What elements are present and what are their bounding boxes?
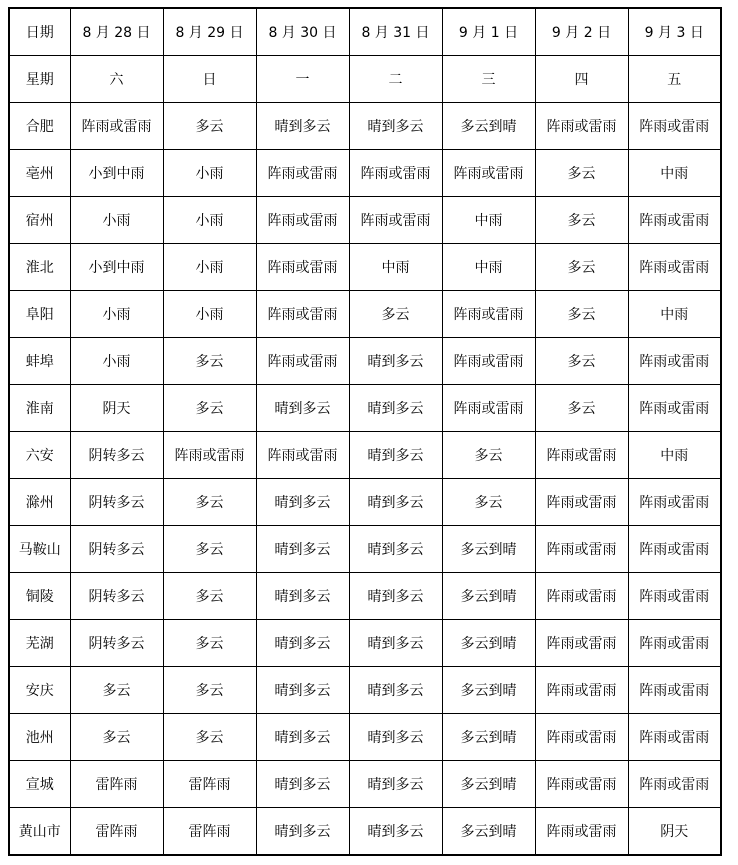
forecast-cell: 阵雨或雷雨 xyxy=(256,197,349,244)
forecast-cell: 阵雨或雷雨 xyxy=(442,150,535,197)
forecast-cell: 阵雨或雷雨 xyxy=(256,338,349,385)
forecast-cell: 多云到晴 xyxy=(442,573,535,620)
table-row xyxy=(9,197,721,244)
forecast-cell: 小雨 xyxy=(163,150,256,197)
forecast-cell: 晴到多云 xyxy=(349,432,442,479)
forecast-cell: 雷阵雨 xyxy=(70,808,163,856)
forecast-cell: 小雨 xyxy=(70,338,163,385)
forecast-cell: 阵雨或雷雨 xyxy=(628,620,721,667)
weekday-cell: 三 xyxy=(442,56,535,103)
forecast-cell: 晴到多云 xyxy=(256,479,349,526)
weekday-row xyxy=(9,56,721,103)
forecast-cell: 多云 xyxy=(535,338,628,385)
forecast-cell: 阵雨或雷雨 xyxy=(628,526,721,573)
forecast-cell: 晴到多云 xyxy=(349,620,442,667)
forecast-cell: 阵雨或雷雨 xyxy=(70,103,163,150)
forecast-cell: 阵雨或雷雨 xyxy=(349,150,442,197)
forecast-cell: 雷阵雨 xyxy=(163,808,256,856)
forecast-cell: 阵雨或雷雨 xyxy=(535,808,628,856)
forecast-cell: 晴到多云 xyxy=(256,103,349,150)
forecast-cell: 阵雨或雷雨 xyxy=(442,385,535,432)
table-row xyxy=(9,291,721,338)
forecast-cell: 小到中雨 xyxy=(70,244,163,291)
forecast-cell: 多云 xyxy=(163,385,256,432)
forecast-cell: 阵雨或雷雨 xyxy=(535,620,628,667)
forecast-cell: 小雨 xyxy=(70,291,163,338)
forecast-cell: 晴到多云 xyxy=(349,761,442,808)
forecast-cell: 多云到晴 xyxy=(442,714,535,761)
forecast-cell: 晴到多云 xyxy=(349,479,442,526)
forecast-cell: 晴到多云 xyxy=(349,573,442,620)
forecast-cell: 多云 xyxy=(163,667,256,714)
forecast-cell: 小雨 xyxy=(163,197,256,244)
forecast-cell: 晴到多云 xyxy=(256,385,349,432)
forecast-cell: 多云到晴 xyxy=(442,620,535,667)
city-name: 芜湖 xyxy=(9,620,70,667)
forecast-cell: 阵雨或雷雨 xyxy=(535,432,628,479)
forecast-cell: 晴到多云 xyxy=(349,526,442,573)
forecast-cell: 阵雨或雷雨 xyxy=(628,338,721,385)
forecast-cell: 阵雨或雷雨 xyxy=(535,526,628,573)
forecast-cell: 阵雨或雷雨 xyxy=(535,714,628,761)
table-row xyxy=(9,526,721,573)
forecast-cell: 阵雨或雷雨 xyxy=(628,197,721,244)
date-cell: 9 月 2 日 xyxy=(535,8,628,56)
forecast-cell: 阵雨或雷雨 xyxy=(442,291,535,338)
city-name: 阜阳 xyxy=(9,291,70,338)
city-name: 宿州 xyxy=(9,197,70,244)
forecast-cell: 阵雨或雷雨 xyxy=(163,432,256,479)
forecast-cell: 小到中雨 xyxy=(70,150,163,197)
forecast-cell: 多云到晴 xyxy=(442,667,535,714)
date-cell: 8 月 30 日 xyxy=(256,8,349,56)
date-header-label: 日期 xyxy=(9,8,70,56)
weekday-cell: 六 xyxy=(70,56,163,103)
forecast-cell: 阵雨或雷雨 xyxy=(256,244,349,291)
forecast-cell: 多云 xyxy=(535,150,628,197)
forecast-cell: 晴到多云 xyxy=(349,385,442,432)
table-row xyxy=(9,150,721,197)
weekday-cell: 五 xyxy=(628,56,721,103)
weather-forecast-table xyxy=(8,7,722,856)
city-name: 淮北 xyxy=(9,244,70,291)
forecast-cell: 中雨 xyxy=(442,244,535,291)
city-name: 蚌埠 xyxy=(9,338,70,385)
date-header-row xyxy=(9,8,721,56)
weekday-label: 星期 xyxy=(9,56,70,103)
forecast-cell: 多云到晴 xyxy=(442,808,535,856)
weekday-cell: 日 xyxy=(163,56,256,103)
forecast-cell: 阵雨或雷雨 xyxy=(628,573,721,620)
city-name: 池州 xyxy=(9,714,70,761)
forecast-cell: 多云 xyxy=(70,667,163,714)
forecast-cell: 多云到晴 xyxy=(442,761,535,808)
forecast-cell: 晴到多云 xyxy=(256,573,349,620)
forecast-cell: 中雨 xyxy=(442,197,535,244)
forecast-cell: 阵雨或雷雨 xyxy=(256,291,349,338)
weekday-cell: 四 xyxy=(535,56,628,103)
date-cell: 8 月 28 日 xyxy=(70,8,163,56)
city-name: 亳州 xyxy=(9,150,70,197)
forecast-cell: 多云 xyxy=(442,479,535,526)
forecast-cell: 阵雨或雷雨 xyxy=(256,150,349,197)
table-row xyxy=(9,714,721,761)
forecast-cell: 多云 xyxy=(163,338,256,385)
forecast-cell: 阵雨或雷雨 xyxy=(349,197,442,244)
forecast-cell: 阵雨或雷雨 xyxy=(535,103,628,150)
forecast-cell: 阵雨或雷雨 xyxy=(535,479,628,526)
forecast-cell: 晴到多云 xyxy=(256,526,349,573)
forecast-cell: 阵雨或雷雨 xyxy=(628,667,721,714)
forecast-cell: 阴天 xyxy=(628,808,721,856)
forecast-cell: 多云 xyxy=(535,244,628,291)
forecast-cell: 阴天 xyxy=(70,385,163,432)
forecast-cell: 多云 xyxy=(163,103,256,150)
forecast-cell: 中雨 xyxy=(349,244,442,291)
forecast-cell: 晴到多云 xyxy=(256,667,349,714)
table-row xyxy=(9,573,721,620)
forecast-cell: 阵雨或雷雨 xyxy=(628,385,721,432)
forecast-cell: 多云到晴 xyxy=(442,526,535,573)
table-row xyxy=(9,338,721,385)
forecast-cell: 多云 xyxy=(163,573,256,620)
city-name: 黄山市 xyxy=(9,808,70,856)
date-cell: 9 月 1 日 xyxy=(442,8,535,56)
forecast-cell: 阴转多云 xyxy=(70,479,163,526)
date-cell: 9 月 3 日 xyxy=(628,8,721,56)
forecast-cell: 阵雨或雷雨 xyxy=(442,338,535,385)
city-name: 马鞍山 xyxy=(9,526,70,573)
forecast-cell: 晴到多云 xyxy=(256,714,349,761)
city-name: 六安 xyxy=(9,432,70,479)
forecast-cell: 阵雨或雷雨 xyxy=(535,573,628,620)
table-row xyxy=(9,620,721,667)
forecast-cell: 阴转多云 xyxy=(70,620,163,667)
city-name: 安庆 xyxy=(9,667,70,714)
forecast-cell: 多云 xyxy=(163,479,256,526)
weekday-cell: 一 xyxy=(256,56,349,103)
city-name: 淮南 xyxy=(9,385,70,432)
forecast-cell: 多云 xyxy=(163,714,256,761)
forecast-cell: 晴到多云 xyxy=(349,714,442,761)
city-name: 滁州 xyxy=(9,479,70,526)
table-row xyxy=(9,244,721,291)
city-name: 宣城 xyxy=(9,761,70,808)
forecast-cell: 小雨 xyxy=(163,291,256,338)
table-row xyxy=(9,761,721,808)
table-row xyxy=(9,479,721,526)
city-name: 铜陵 xyxy=(9,573,70,620)
forecast-cell: 阵雨或雷雨 xyxy=(256,432,349,479)
forecast-cell: 多云 xyxy=(163,620,256,667)
forecast-cell: 阵雨或雷雨 xyxy=(628,714,721,761)
forecast-cell: 小雨 xyxy=(163,244,256,291)
table-row xyxy=(9,103,721,150)
forecast-cell: 晴到多云 xyxy=(349,338,442,385)
forecast-cell: 晴到多云 xyxy=(256,620,349,667)
table-row xyxy=(9,808,721,856)
forecast-cell: 多云 xyxy=(349,291,442,338)
forecast-cell: 多云 xyxy=(535,385,628,432)
forecast-cell: 多云到晴 xyxy=(442,103,535,150)
forecast-cell: 阵雨或雷雨 xyxy=(628,244,721,291)
forecast-cell: 多云 xyxy=(535,197,628,244)
forecast-cell: 多云 xyxy=(163,526,256,573)
city-name: 合肥 xyxy=(9,103,70,150)
forecast-cell: 中雨 xyxy=(628,150,721,197)
forecast-cell: 小雨 xyxy=(70,197,163,244)
table-row xyxy=(9,667,721,714)
forecast-cell: 多云 xyxy=(442,432,535,479)
forecast-cell: 阵雨或雷雨 xyxy=(628,479,721,526)
forecast-cell: 晴到多云 xyxy=(349,808,442,856)
forecast-cell: 阵雨或雷雨 xyxy=(628,761,721,808)
forecast-cell: 晴到多云 xyxy=(349,103,442,150)
forecast-cell: 雷阵雨 xyxy=(70,761,163,808)
forecast-cell: 晴到多云 xyxy=(349,667,442,714)
forecast-cell: 阴转多云 xyxy=(70,573,163,620)
forecast-cell: 阵雨或雷雨 xyxy=(535,761,628,808)
forecast-cell: 阵雨或雷雨 xyxy=(628,103,721,150)
weekday-cell: 二 xyxy=(349,56,442,103)
date-cell: 8 月 31 日 xyxy=(349,8,442,56)
forecast-cell: 晴到多云 xyxy=(256,761,349,808)
forecast-cell: 雷阵雨 xyxy=(163,761,256,808)
forecast-cell: 中雨 xyxy=(628,432,721,479)
table-body xyxy=(9,8,721,855)
forecast-cell: 阵雨或雷雨 xyxy=(535,667,628,714)
forecast-cell: 多云 xyxy=(70,714,163,761)
table-row xyxy=(9,432,721,479)
forecast-cell: 中雨 xyxy=(628,291,721,338)
forecast-cell: 阴转多云 xyxy=(70,526,163,573)
forecast-cell: 晴到多云 xyxy=(256,808,349,856)
date-cell: 8 月 29 日 xyxy=(163,8,256,56)
forecast-cell: 阴转多云 xyxy=(70,432,163,479)
table-row xyxy=(9,385,721,432)
forecast-cell: 多云 xyxy=(535,291,628,338)
